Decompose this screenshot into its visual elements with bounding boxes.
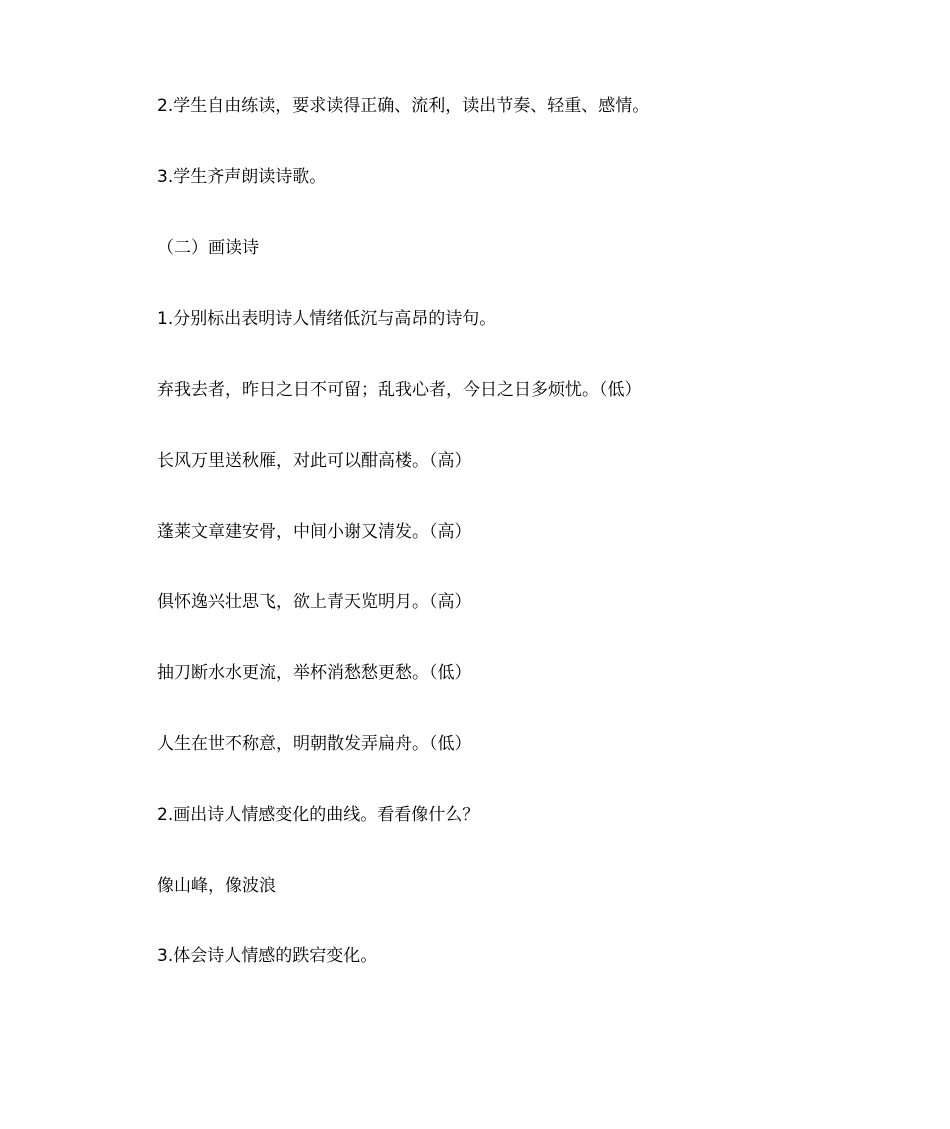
paragraph-step-3-feel-change: 3.体会诗人情感的跌宕变化。 [157, 946, 378, 966]
section-heading-draw-read: （二）画读诗 [157, 238, 259, 258]
paragraph-step-2-free-reading: 2.学生自由练读，要求读得正确、流利，读出节奏、轻重、感情。 [157, 96, 650, 116]
paragraph-step-3-group-reading: 3.学生齐声朗读诗歌。 [157, 167, 327, 187]
poem-line-6: 人生在世不称意，明朝散发弄扁舟。（低） [157, 734, 472, 754]
poem-line-2: 长风万里送秋雁，对此可以酣高楼。（高） [157, 451, 472, 471]
poem-line-1: 弃我去者，昨日之日不可留；乱我心者，今日之日多烦忧。（低） [157, 380, 642, 400]
poem-line-4: 俱怀逸兴壮思飞，欲上青天览明月。（高） [157, 592, 472, 612]
paragraph-step-2-draw-curve: 2.画出诗人情感变化的曲线。看看像什么？ [157, 805, 480, 825]
poem-line-5: 抽刀断水水更流，举杯消愁愁更愁。（低） [157, 663, 472, 683]
paragraph-curve-answer: 像山峰，像波浪 [157, 876, 276, 896]
paragraph-step-1-mark-lines: 1.分别标出表明诗人情绪低沉与高昂的诗句。 [157, 309, 497, 329]
poem-line-3: 蓬莱文章建安骨，中间小谢又清发。（高） [157, 522, 472, 542]
